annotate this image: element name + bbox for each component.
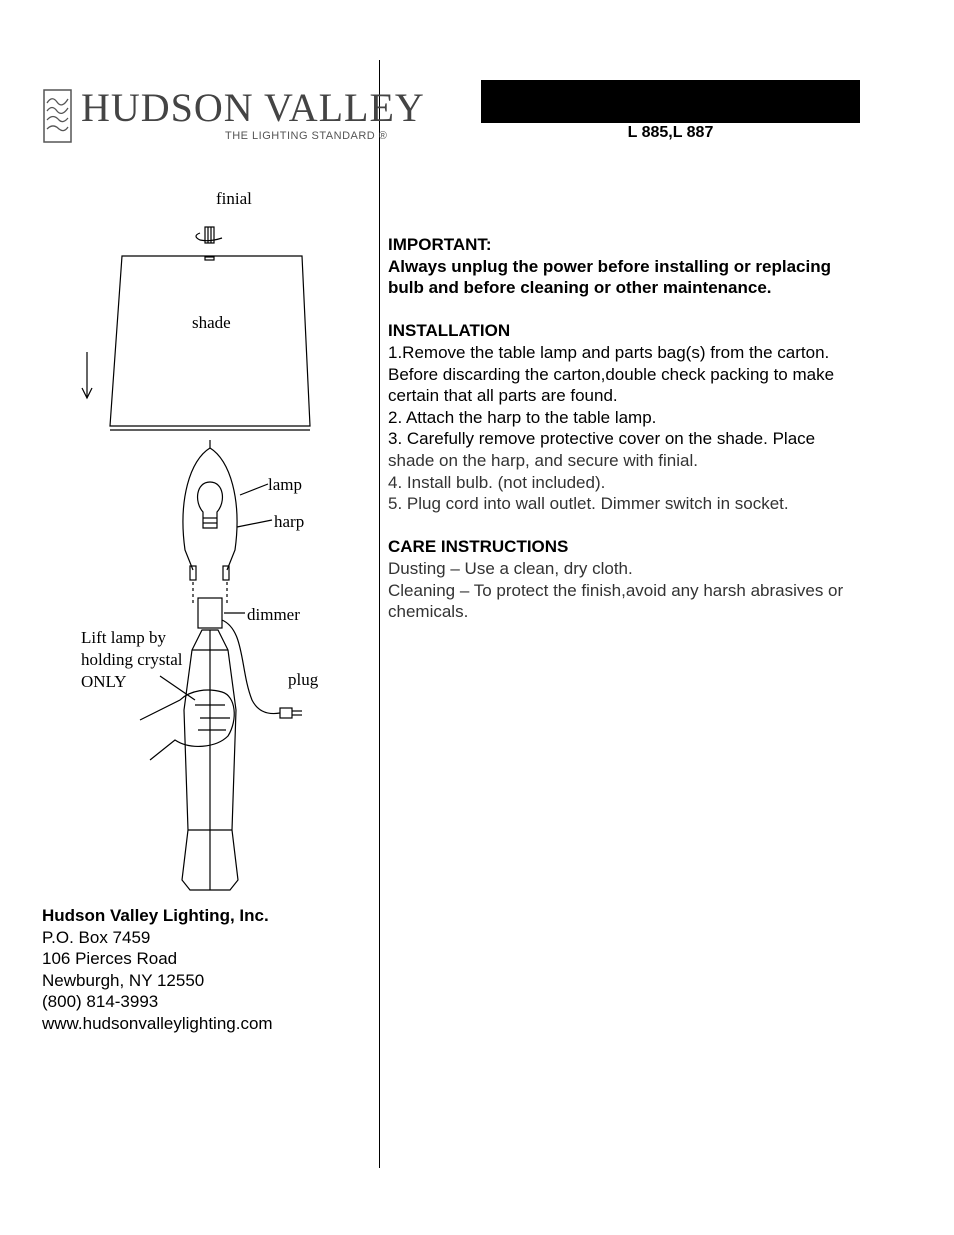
care-line: Dusting – Use a clean, dry cloth.: [388, 558, 633, 578]
label-shade: shade: [192, 313, 231, 332]
label-dimmer: dimmer: [247, 605, 300, 624]
lamp-assembly-diagram: [40, 180, 340, 895]
title-bar: [481, 80, 860, 123]
installation-heading: INSTALLATION: [388, 321, 511, 341]
care-heading: CARE INSTRUCTIONS: [388, 537, 569, 557]
label-lift-1: Lift lamp by: [81, 628, 166, 647]
logo-name: HUDSON VALLEY: [81, 85, 425, 130]
company-name: Hudson Valley Lighting, Inc.: [42, 906, 269, 925]
important-heading: IMPORTANT:: [388, 235, 492, 254]
installation-line: 3. Carefully remove protective cover on the shade. Place: [388, 429, 816, 449]
website-link[interactable]: www.hudsonvalleylighting.com: [42, 1013, 273, 1033]
logo-tagline: THE LIGHTING STANDARD ®: [225, 130, 388, 142]
label-lift-3: ONLY: [81, 672, 127, 691]
column-divider: [379, 60, 380, 1168]
company-address: [42, 905, 273, 1035]
label-plug: plug: [288, 670, 319, 689]
label-finial: finial: [216, 189, 252, 208]
plug-icon: [280, 708, 292, 718]
installation-line: Before discarding the carton,double check packing to make: [388, 364, 835, 384]
company-logo: [43, 85, 425, 148]
label-lamp: lamp: [268, 475, 302, 494]
harp-icon: [183, 448, 210, 570]
important-text-1: Always unplug the power before installing or replacing: [388, 256, 832, 276]
instructions: [388, 234, 918, 623]
po-box: P.O. Box 7459: [42, 927, 151, 947]
hand-icon: [140, 690, 234, 760]
care-line: Cleaning – To protect the finish,avoid any harsh abrasives or: [388, 580, 844, 600]
phone-number: (800) 814-3993: [42, 992, 159, 1012]
installation-line: 5. Plug cord into wall outlet. Dimmer switch in socket.: [388, 494, 789, 514]
bulb-icon: [198, 482, 223, 528]
important-text-2: bulb and before cleaning or other maintenance.: [388, 278, 772, 298]
care-line: chemicals.: [388, 602, 469, 622]
installation-line: 4. Install bulb. (not included).: [388, 472, 606, 492]
installation-line: 2. Attach the harp to the table lamp.: [388, 407, 657, 427]
installation-line: shade on the harp, and secure with finial.: [388, 450, 698, 470]
street-address: 106 Pierces Road: [42, 949, 178, 969]
installation-line: certain that all parts are found.: [388, 386, 618, 406]
installation-line: 1.Remove the table lamp and parts bag(s) from the carton.: [388, 342, 830, 362]
model-numbers: L 885,L 887: [627, 124, 714, 141]
shade-outline: [110, 256, 310, 426]
socket-icon: [198, 598, 222, 628]
label-lift-2: holding crystal: [81, 650, 183, 669]
city-state-zip: Newburgh, NY 12550: [42, 970, 205, 990]
label-harp: harp: [274, 512, 305, 531]
logo-mark-icon: [43, 89, 73, 145]
